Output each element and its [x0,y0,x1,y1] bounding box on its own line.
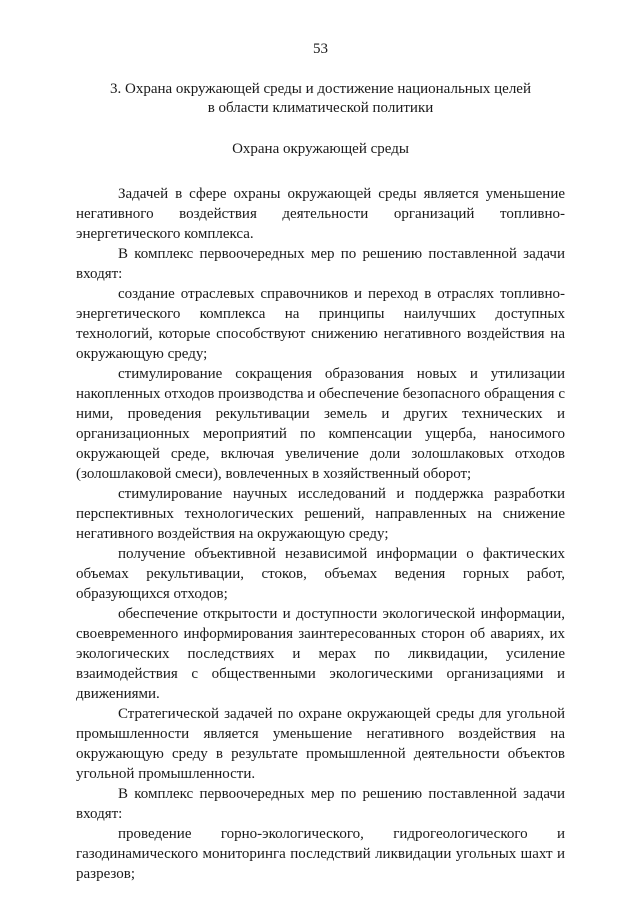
paragraph-coal-task: Стратегической задачей по охране окружающей среды для угольной промышленности является уменьшение негативного воздействия на окружающую среду в результате промышленной деятельности объектов угольной промышленности. [76,706,565,782]
list-item: создание отраслевых справочников и переход в отраслях топливно-энергетического комплекса на принципы наилучших доступных технологий, которые способствуют снижению негативного воздействия на окружающую среду; [76,286,565,362]
section-heading-line-1: 3. Охрана окружающей среды и достижение национальных целей [109,81,531,97]
body-text [76,184,565,884]
list-item: стимулирование научных исследований и поддержка разработки перспективных технологических решений, направленных на снижение негативного воздействия на окружающую среду; [76,486,565,542]
list-item: получение объективной независимой информации о фактических объемах рекультивации, стоков, объемах ведения горных работ, образующихся отходов; [76,546,565,602]
paragraph-task: Задачей в сфере охраны окружающей среды является уменьшение негативного воздействия деятельности организаций топливно-энергетического комплекса. [76,186,565,242]
list-item: обеспечение открытости и доступности экологической информации, своевременного информирования заинтересованных сторон об авариях, их экологических последствиях и мерах по ликвидации, усиление взаимодействия с общественными экологическими организациями и движениями. [76,606,565,702]
list-item: проведение горно-экологического, гидрогеологического и газодинамического мониторинга последствий ликвидации угольных шахт и разрезов; [76,826,565,882]
section-heading-line-2: в области климатической политики [207,100,434,116]
section-heading [76,80,565,118]
list-item: стимулирование сокращения образования новых и утилизации накопленных отходов производства и обеспечение безопасного обращения с ними, проведения рекультивации земель и других технических и организационных мероприятий по компенсации ущерба, наносимого окружающей среде, включая увеличение доли золошлаковых отходов (золошлаковой смеси), вовлеченных в хозяйственный оборот; [76,366,565,482]
paragraph-measures-intro-2: В комплекс первоочередных мер по решению поставленной задачи входят: [76,786,565,822]
document-page [76,40,565,884]
page-number: 53 [313,41,328,57]
paragraph-measures-intro: В комплекс первоочередных мер по решению поставленной задачи входят: [76,246,565,282]
subsection-heading: Охрана окружающей среды [232,141,409,157]
